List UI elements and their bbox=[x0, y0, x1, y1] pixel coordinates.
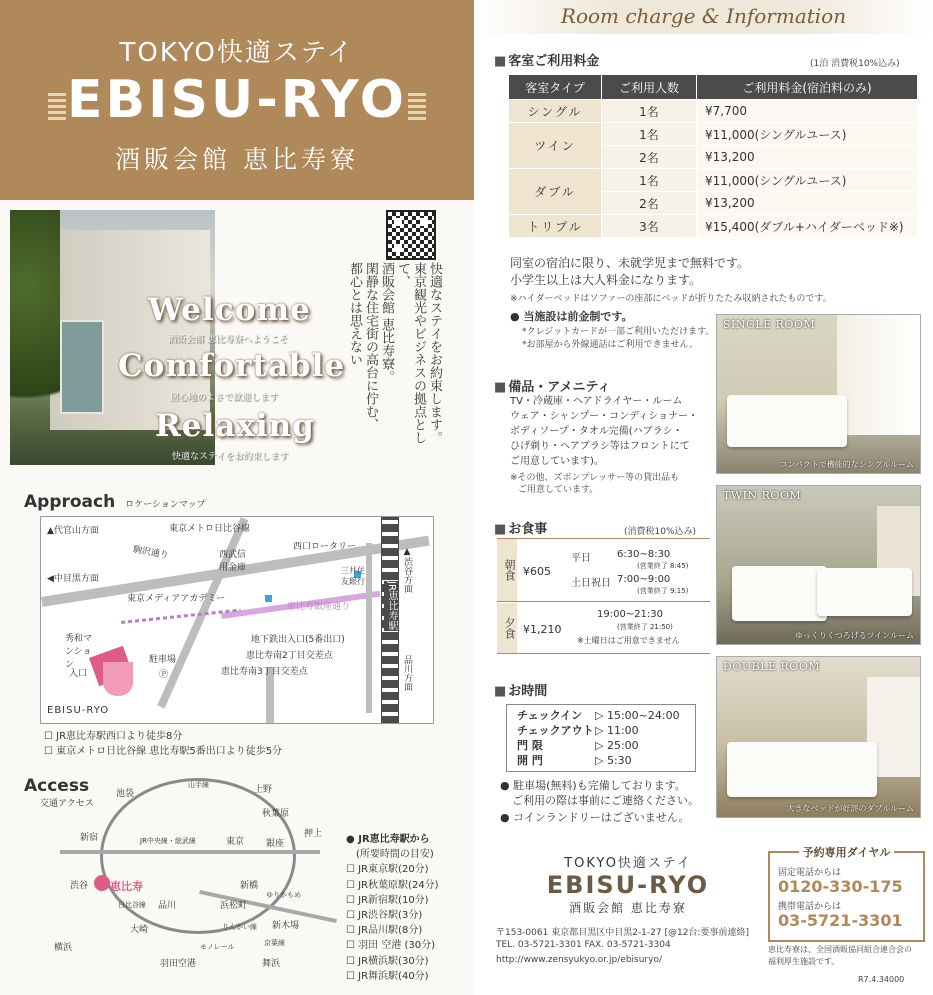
amenity-note-1: ※その他、ズボンプレッサー等の貸出品も bbox=[510, 473, 680, 483]
welcome-sub: 酒販会館 恵比寿寮へようこそ bbox=[168, 335, 288, 345]
time-row: ☐ JR新宿駅(10分) bbox=[346, 894, 429, 906]
station-shinjuku: 新宿 bbox=[80, 833, 99, 843]
amenity-heading: ■ 備品・アメニティ bbox=[494, 376, 610, 395]
label-shibuya: ▲渋谷方面 bbox=[402, 547, 412, 593]
access-title: Access bbox=[24, 776, 90, 796]
travel-times bbox=[346, 832, 439, 984]
footer-title: EBISU-RYO bbox=[546, 871, 710, 899]
hours-row: ▷ 25:00 bbox=[595, 739, 639, 752]
hours-row bbox=[517, 753, 543, 768]
station-shinagawa: 品川 bbox=[158, 901, 177, 911]
access-subtitle: 交通アクセス bbox=[40, 799, 94, 809]
reservation-title: 予約専用ダイヤル bbox=[799, 846, 895, 859]
checkout-label: チェックアウト bbox=[517, 724, 594, 737]
time-row: ☐ JR東京駅(20分) bbox=[346, 864, 429, 876]
price-cell: ¥7,700 bbox=[697, 100, 918, 123]
intro-line-4: 東京観光やビジネスの拠点として、 bbox=[395, 262, 426, 444]
call-note: *お部屋から外線通話はご利用できません。 bbox=[522, 340, 699, 350]
approach-subtitle: ロケーションマップ bbox=[125, 500, 206, 510]
amenity-line: ウェア・シャンプー・コンディショナー・ bbox=[510, 411, 699, 422]
people-cell: 1名 bbox=[602, 169, 697, 192]
people-cell: 1名 bbox=[602, 100, 697, 123]
curfew-value: 25:00 bbox=[606, 739, 639, 752]
welfare-note-2: 福利厚生施設です。 bbox=[768, 957, 840, 966]
col-people: ご利用人数 bbox=[602, 75, 697, 100]
amenity-line: ボディソープ・タオル完備(ハブラシ・ bbox=[510, 426, 683, 437]
label-shinagawa: 品川方面 bbox=[402, 655, 412, 691]
holiday-label: 土日祝日 bbox=[571, 578, 611, 589]
charges-tax-note: (1泊 消費税10%込み) bbox=[810, 59, 900, 69]
dinner-label: 夕食 bbox=[497, 603, 517, 653]
map-logo: EBISU-RYO bbox=[47, 705, 110, 716]
amenity-line: TV・冷蔵庫・ヘアドライヤー・ルーム bbox=[510, 396, 683, 407]
ebisu-marker bbox=[94, 875, 110, 891]
prepaid-note: ● 当施設は前金制です。 bbox=[510, 310, 633, 323]
footer-subtitle: 酒販会館 恵比寿寮 bbox=[569, 901, 687, 915]
price-cell: ¥11,000(シングルユース) bbox=[697, 123, 918, 146]
label-yamanote: 山手線 bbox=[188, 781, 209, 789]
label-komazawa: 駒沢通り bbox=[132, 544, 170, 562]
walk-jr-text: JR恵比寿駅西口より徒歩8分 bbox=[56, 731, 183, 742]
time-shinjuku: JR新宿駅(10分) bbox=[358, 894, 429, 906]
walk-metro: ☐ 東京メトロ日比谷線 恵比寿駅5番出口より徒歩5分 bbox=[44, 746, 283, 757]
dormitory-wing bbox=[103, 662, 133, 696]
label-seibu: 西武信用金庫 bbox=[219, 550, 247, 573]
label-parking: 駐車場 bbox=[149, 655, 177, 665]
checkout-value: 11:00 bbox=[606, 724, 639, 737]
checkin-label: チェックイン bbox=[517, 709, 583, 722]
prepaid-text: 当施設は前金制です。 bbox=[523, 310, 633, 323]
station-haneda: 羽田空港 bbox=[160, 959, 197, 969]
price-cell: ¥15,400(ダブル+ハイダーベッド※) bbox=[697, 215, 918, 238]
intro-line-5: 快適なステイをお約束します。 bbox=[427, 262, 442, 444]
col-type: 客室タイプ bbox=[509, 75, 602, 100]
hours-row: ▷ 5:30 bbox=[595, 754, 632, 767]
station-tokyo: 東京 bbox=[226, 837, 245, 847]
people-cell: 2名 bbox=[602, 146, 697, 169]
label-hibiya-line: 東京メトロ日比谷線 bbox=[169, 524, 251, 534]
station-hamamatsucho: 浜松町 bbox=[220, 901, 248, 911]
station-osaki: 大崎 bbox=[130, 925, 149, 935]
time-row: ☐ JR秋葉原駅(24分) bbox=[346, 879, 439, 891]
mobile-number[interactable]: 03-5721-3301 bbox=[778, 911, 903, 930]
mobile-label: 携帯電話からは bbox=[778, 902, 842, 912]
station-oshiage: 押上 bbox=[304, 829, 323, 839]
label-mansion: 秀和マンション bbox=[65, 634, 93, 670]
location-map[interactable] bbox=[40, 516, 434, 724]
breakfast-label: 朝食 bbox=[497, 539, 517, 601]
label-media-academy: 東京メディアアカデミー bbox=[127, 594, 226, 604]
parking-note-2: ご利用の際は事前にご連絡ください。 bbox=[512, 794, 699, 807]
breakfast-block bbox=[497, 538, 710, 602]
banner-title: Room charge & Information bbox=[560, 4, 847, 28]
reservation-title-wrap bbox=[770, 844, 923, 860]
price-cell: ¥13,200 bbox=[697, 192, 918, 215]
yamanote-loop bbox=[100, 778, 296, 934]
time-shinagawa: JR品川駅(8分) bbox=[358, 925, 423, 937]
dinner-note: ※土曜日はご用意できません bbox=[577, 636, 680, 645]
holiday-time: 7:00~9:00 bbox=[617, 574, 671, 585]
label-ginza-dori: 恵比寿銀座通り bbox=[287, 602, 351, 612]
label-keiyo: 京葉線 bbox=[264, 939, 285, 947]
free-note-1: 同室の宿泊に限り、未就学児まで無料です。 bbox=[510, 256, 750, 270]
time-yokohama: JR横浜駅(30分) bbox=[358, 955, 429, 967]
label-minami2: 恵比寿南2丁目交差点 bbox=[246, 651, 333, 661]
amenity-line: ひげ剃り・ヘアブラシ等はフロントにて bbox=[510, 441, 690, 452]
dinner-price: ¥1,210 bbox=[523, 623, 562, 636]
reservation-box bbox=[768, 846, 925, 942]
type-twin: ツイン bbox=[509, 123, 602, 169]
checkin-value: 15:00~24:00 bbox=[606, 709, 680, 722]
label-exit5: 地下鉄出入口(5番出口) bbox=[251, 635, 345, 645]
welcome-word: Welcome bbox=[148, 292, 311, 328]
time-akihabara: JR秋葉原駅(24分) bbox=[358, 879, 439, 891]
time-row: ☐ JR渋谷駅(3分) bbox=[346, 910, 423, 922]
parking-note: ● 駐車場(無料)も完備しております。 bbox=[500, 779, 686, 792]
intro-line-2: 閑静な住宅街の高台に佇む、 bbox=[363, 262, 378, 431]
intro-text bbox=[346, 262, 442, 462]
hours-row bbox=[517, 723, 594, 738]
time-tokyo: JR東京駅(20分) bbox=[358, 864, 429, 876]
hours-row bbox=[517, 738, 543, 753]
header-title: EBISU-RYO bbox=[67, 70, 407, 130]
weekday-last: (営業終了 8:45) bbox=[637, 562, 689, 570]
time-maihama: JR舞浜駅(40分) bbox=[358, 970, 429, 982]
footer-tel: TEL. 03-5721-3301 FAX. 03-5721-3304 bbox=[496, 940, 671, 950]
time-row: ☐ JR横浜駅(30分) bbox=[346, 955, 429, 967]
table-row bbox=[509, 169, 918, 192]
time-row: ☐ JR舞浜駅(40分) bbox=[346, 970, 429, 982]
approach-title: Approach bbox=[24, 492, 116, 512]
curfew-label: 門 限 bbox=[517, 739, 543, 752]
time-shibuya: JR渋谷駅(3分) bbox=[358, 910, 423, 922]
type-triple: トリプル bbox=[509, 215, 602, 238]
access-map bbox=[40, 770, 340, 985]
table-row bbox=[509, 215, 918, 238]
single-room-caption: コンパクトで機能的なシングルルーム bbox=[779, 460, 914, 469]
hours-box bbox=[506, 704, 696, 772]
amenity-note-2: ご用意しています。 bbox=[518, 485, 599, 495]
card-note: *クレジットカードが一部ご利用いただけます。 bbox=[522, 327, 715, 337]
label-monorail: モノレール bbox=[200, 943, 235, 951]
info-banner bbox=[474, 0, 933, 34]
charges-heading: ■ 客室ご利用料金 bbox=[494, 50, 599, 69]
single-room-photo bbox=[716, 314, 921, 474]
twin-bed-shape bbox=[732, 566, 827, 621]
intro-line-1: 都心とは思えない bbox=[347, 262, 362, 366]
tree-shape bbox=[10, 210, 60, 465]
meals-tax-note: (消費税10%込み) bbox=[624, 527, 697, 537]
price-cell: ¥11,000(シングルユース) bbox=[697, 169, 918, 192]
parking-icon: Ⓟ bbox=[159, 670, 169, 680]
col-price: ご利用料金(宿泊料のみ) bbox=[697, 75, 918, 100]
weekday-time: 6:30~8:30 bbox=[617, 549, 671, 560]
twin-bed-shape bbox=[817, 568, 912, 616]
station-shinbashi: 新橋 bbox=[240, 881, 259, 891]
twin-room-caption: ゆっくりくつろげるツインルーム bbox=[794, 631, 914, 640]
twin-room-label: TWIN ROOM bbox=[723, 489, 802, 502]
walk-metro-text: 東京メトロ日比谷線 恵比寿駅5番出口より徒歩5分 bbox=[56, 746, 283, 757]
relaxing-word: Relaxing bbox=[155, 408, 315, 444]
header-subtitle: 酒販会館 恵比寿寮 bbox=[115, 145, 359, 174]
station-ueno: 上野 bbox=[254, 785, 273, 795]
header-tagline: TOKYO快適ステイ bbox=[119, 38, 355, 68]
weekday-label: 平日 bbox=[571, 553, 591, 564]
label-jr-chuo: JR中央線・総武線 bbox=[140, 837, 196, 845]
amenity-list bbox=[510, 394, 698, 469]
station-akihabara: 秋葉原 bbox=[262, 809, 290, 819]
parking-note-1: 駐車場(無料)も完備しております。 bbox=[513, 779, 686, 792]
station-shinkiba: 新木場 bbox=[272, 921, 300, 931]
station-maihama: 舞浜 bbox=[262, 959, 281, 969]
people-cell: 3名 bbox=[602, 215, 697, 238]
travel-times-sub: (所要時間の目安) bbox=[356, 849, 434, 861]
label-nakameguro: ◀中目黒方面 bbox=[47, 574, 99, 584]
comfortable-sub: 居心地のよさで歓迎します bbox=[170, 393, 279, 403]
laundry-note: ● コインランドリーはございません。 bbox=[500, 811, 690, 824]
time-haneda: 羽田 空港 (30分) bbox=[358, 940, 436, 952]
welfare-note-1: 恵比寿寮は、全国酒販協同組合連合会の bbox=[768, 945, 912, 954]
landline-number[interactable]: 0120-330-175 bbox=[778, 877, 903, 896]
station-yokohama: 横浜 bbox=[54, 943, 73, 953]
left-header bbox=[0, 0, 474, 200]
hours-heading: ■ お時間 bbox=[494, 680, 547, 699]
hours-row: ▷ 11:00 bbox=[595, 724, 639, 737]
travel-times-title: ● JR恵比寿駅から bbox=[346, 834, 430, 845]
travel-times-title-text: JR恵比寿駅から bbox=[358, 834, 430, 845]
label-mitsui: 三井住友銀行 bbox=[341, 566, 365, 586]
landline-label: 固定電話からは bbox=[778, 868, 842, 878]
table-row bbox=[509, 123, 918, 146]
single-room-label: SINGLE ROOM bbox=[723, 318, 816, 331]
approach-heading bbox=[24, 492, 206, 512]
double-bed-shape bbox=[727, 742, 877, 797]
hider-note: ※ハイダーベッドはソファーの座部にベッドが折りたたみ収納されたものです。 bbox=[510, 294, 832, 304]
holiday-last: (営業終了 9:15) bbox=[637, 587, 689, 595]
station-ikebukuro: 池袋 bbox=[116, 789, 135, 799]
free-note-2: 小学生以上は大人料金になります。 bbox=[510, 273, 702, 287]
hours-row bbox=[517, 708, 582, 723]
comfortable-word: Comfortable bbox=[118, 348, 346, 384]
twin-room-photo bbox=[716, 485, 921, 645]
breakfast-price: ¥605 bbox=[523, 565, 551, 578]
meals-heading: ■ お食事 bbox=[494, 518, 547, 537]
laundry-text: コインランドリーはございません。 bbox=[513, 811, 690, 824]
people-cell: 1名 bbox=[602, 123, 697, 146]
footer-address: 〒153-0061 東京都目黒区中目黒2-1-27 [@12台:要事前連絡] bbox=[496, 928, 749, 938]
label-rinkai: りんかい線 bbox=[222, 923, 257, 931]
label-minami3: 恵比寿南3丁目交差点 bbox=[221, 667, 308, 677]
type-single: シングル bbox=[509, 100, 602, 123]
gate-open-value: 5:30 bbox=[606, 754, 632, 767]
dinner-last: (営業終了 21:50) bbox=[617, 623, 673, 631]
station-ginza: 銀座 bbox=[266, 839, 285, 849]
walk-jr: ☐ JR恵比寿駅西口より徒歩8分 bbox=[44, 731, 183, 742]
chuo-line bbox=[60, 850, 320, 854]
table-row bbox=[509, 100, 918, 123]
footer-logo bbox=[498, 852, 758, 916]
time-row: ☐ JR品川駅(8分) bbox=[346, 925, 423, 937]
price-cell: ¥13,200 bbox=[697, 146, 918, 169]
type-double: ダブル bbox=[509, 169, 602, 215]
station-ebisu: 恵比寿 bbox=[110, 880, 143, 893]
hours-row: ▷ 15:00~24:00 bbox=[595, 709, 680, 722]
people-cell: 2名 bbox=[602, 192, 697, 215]
label-yurikamome: ゆりかもめ bbox=[266, 891, 301, 899]
label-nishiguchi: 西口ロータリー bbox=[293, 542, 357, 552]
exit-marker-icon bbox=[265, 595, 272, 602]
double-room-label: DOUBLE ROOM bbox=[723, 660, 821, 673]
dinner-time: 19:00~21:30 bbox=[597, 609, 664, 620]
double-room-caption: 大きなベッドが好評のダブルルーム bbox=[786, 804, 914, 813]
single-bed-shape bbox=[727, 395, 847, 447]
footer-tagline: TOKYO快適ステイ bbox=[564, 856, 692, 871]
window-shape bbox=[837, 315, 920, 435]
label-daikanyama: ▲代官山方面 bbox=[47, 526, 99, 536]
price-header-row bbox=[509, 75, 918, 100]
double-room-photo bbox=[716, 656, 921, 818]
station-shibuya: 渋谷 bbox=[70, 881, 89, 891]
print-code: R7.4.34000 bbox=[858, 975, 905, 984]
dinner-block bbox=[497, 603, 710, 654]
gate-open-label: 開 門 bbox=[517, 754, 543, 767]
time-row: ☐ 羽田 空港 (30分) bbox=[346, 940, 436, 952]
label-iriguchi: 入口 bbox=[69, 669, 88, 679]
building-entrance bbox=[60, 320, 104, 414]
relaxing-sub: 快適なステイをお約束します bbox=[172, 452, 289, 462]
footer-url[interactable]: http://www.zensyukyo.or.jp/ebisuryo/ bbox=[496, 955, 662, 965]
amenity-line: ご用意しています)。 bbox=[510, 456, 604, 467]
price-table bbox=[508, 74, 918, 238]
label-hibiya: 日比谷線 bbox=[118, 901, 146, 909]
label-jr-ebisu: JR恵比寿駅 bbox=[386, 581, 397, 631]
intro-line-3: 酒販会館 恵比寿寮。 bbox=[379, 262, 394, 384]
qr-code-icon[interactable] bbox=[386, 210, 436, 260]
